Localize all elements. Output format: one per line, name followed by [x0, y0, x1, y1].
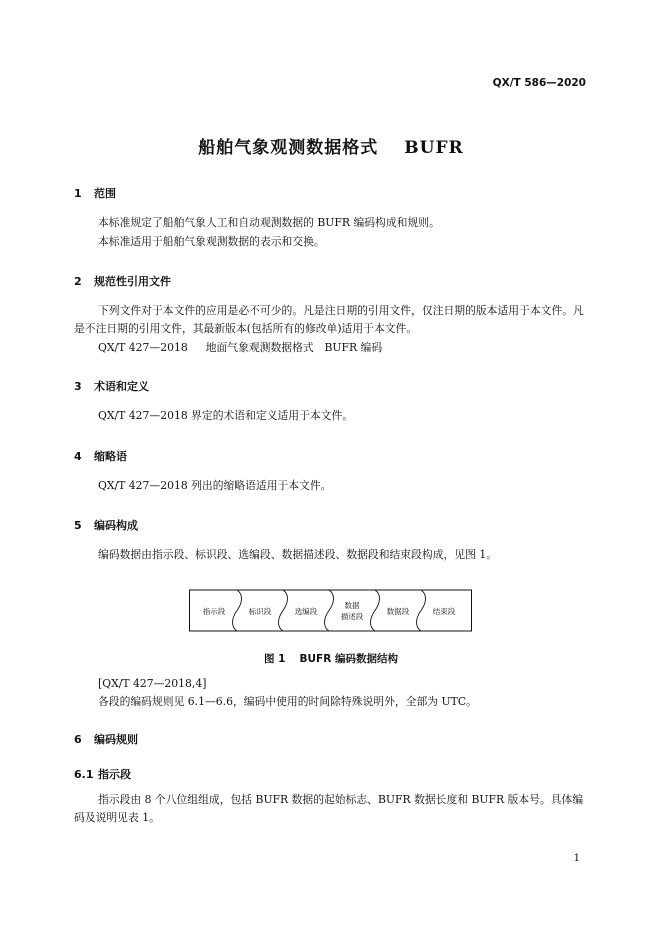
section-6-heading: [74, 731, 138, 747]
section-title: 规范性引用文件: [94, 275, 171, 288]
section-4-heading: [74, 448, 127, 464]
section-number: 4: [74, 450, 82, 463]
section-number: 3: [74, 380, 82, 393]
section-1-para-1: 本标准规定了船舶气象人工和自动观测数据的 BUFR 编码构成和规则。: [98, 216, 440, 229]
section-3-heading: [74, 378, 149, 394]
figure-title: BUFR 编码数据结构: [299, 653, 398, 665]
section-number: 6.1: [74, 768, 94, 781]
section-title: 编码构成: [94, 519, 138, 532]
reference-code: QX/T 427—2018: [98, 341, 188, 354]
section-6-1-para: 指示段由 8 个八位组组成，包括 BUFR 数据的起始标志、BUFR 数据长度和 BUFR 版本号。具体编码及说明见表 1。: [74, 793, 584, 824]
reference-title: 地面气象观测数据格式 BUFR 编码: [205, 341, 383, 354]
figure-label: 图 1: [264, 653, 286, 665]
section-1-heading: [74, 185, 116, 201]
diagram-outer-frame: [190, 590, 472, 631]
title-main: 船舶气象观测数据格式: [198, 138, 379, 158]
section-title: 范围: [94, 187, 116, 200]
section-number: 1: [74, 187, 82, 200]
standard-code: QX/T 586—2020: [492, 77, 586, 89]
segment-data: 数据段: [386, 607, 410, 616]
segment-indicator: 指示段: [202, 607, 226, 616]
source-note: [QX/T 427—2018,4]: [98, 677, 207, 690]
normative-reference: [98, 340, 382, 356]
section-5-para: 编码数据由指示段、标识段、选编段、数据描述段、数据段和结束段构成，见图 1。: [98, 548, 497, 561]
section-number: 6: [74, 733, 82, 746]
section-6-1-heading: [74, 766, 131, 782]
segment-optional: 选编段: [294, 607, 318, 616]
section-title: 术语和定义: [94, 380, 149, 393]
section-2-heading: [74, 273, 171, 289]
segment-data-description-line2: 描述段: [340, 612, 364, 621]
section-5-heading: [74, 517, 138, 533]
segment-end: 结束段: [432, 607, 456, 616]
title-suffix: BUFR: [404, 138, 464, 158]
section-5-after-para: 各段的编码规则见 6.1—6.6，编码中使用的时间除特殊说明外，全部为 UTC。: [98, 695, 477, 708]
figure-caption: [0, 651, 662, 666]
segment-identification: 标识段: [248, 607, 272, 616]
bufr-structure-diagram: [188, 588, 474, 634]
section-number: 5: [74, 519, 82, 532]
segment-data-description-line1: 数据: [344, 601, 360, 610]
section-2-para: 下列文件对于本文件的应用是必不可少的。凡是注日期的引用文件，仅注日期的版本适用于本文件。凡是不注日期的引用文件，其最新版本(包括所有的修改单)适用于本文件。: [74, 304, 584, 335]
section-number: 2: [74, 275, 82, 288]
section-1-para-2: 本标准适用于船舶气象观测数据的表示和交换。: [98, 235, 325, 248]
section-4-para: QX/T 427—2018 列出的缩略语适用于本文件。: [98, 479, 332, 492]
section-title: 缩略语: [94, 450, 127, 463]
section-title: 指示段: [98, 768, 131, 781]
section-title: 编码规则: [94, 733, 138, 746]
page-number: 1: [573, 853, 580, 864]
document-title: [0, 133, 662, 158]
section-3-para: QX/T 427—2018 界定的术语和定义适用于本文件。: [98, 409, 354, 422]
